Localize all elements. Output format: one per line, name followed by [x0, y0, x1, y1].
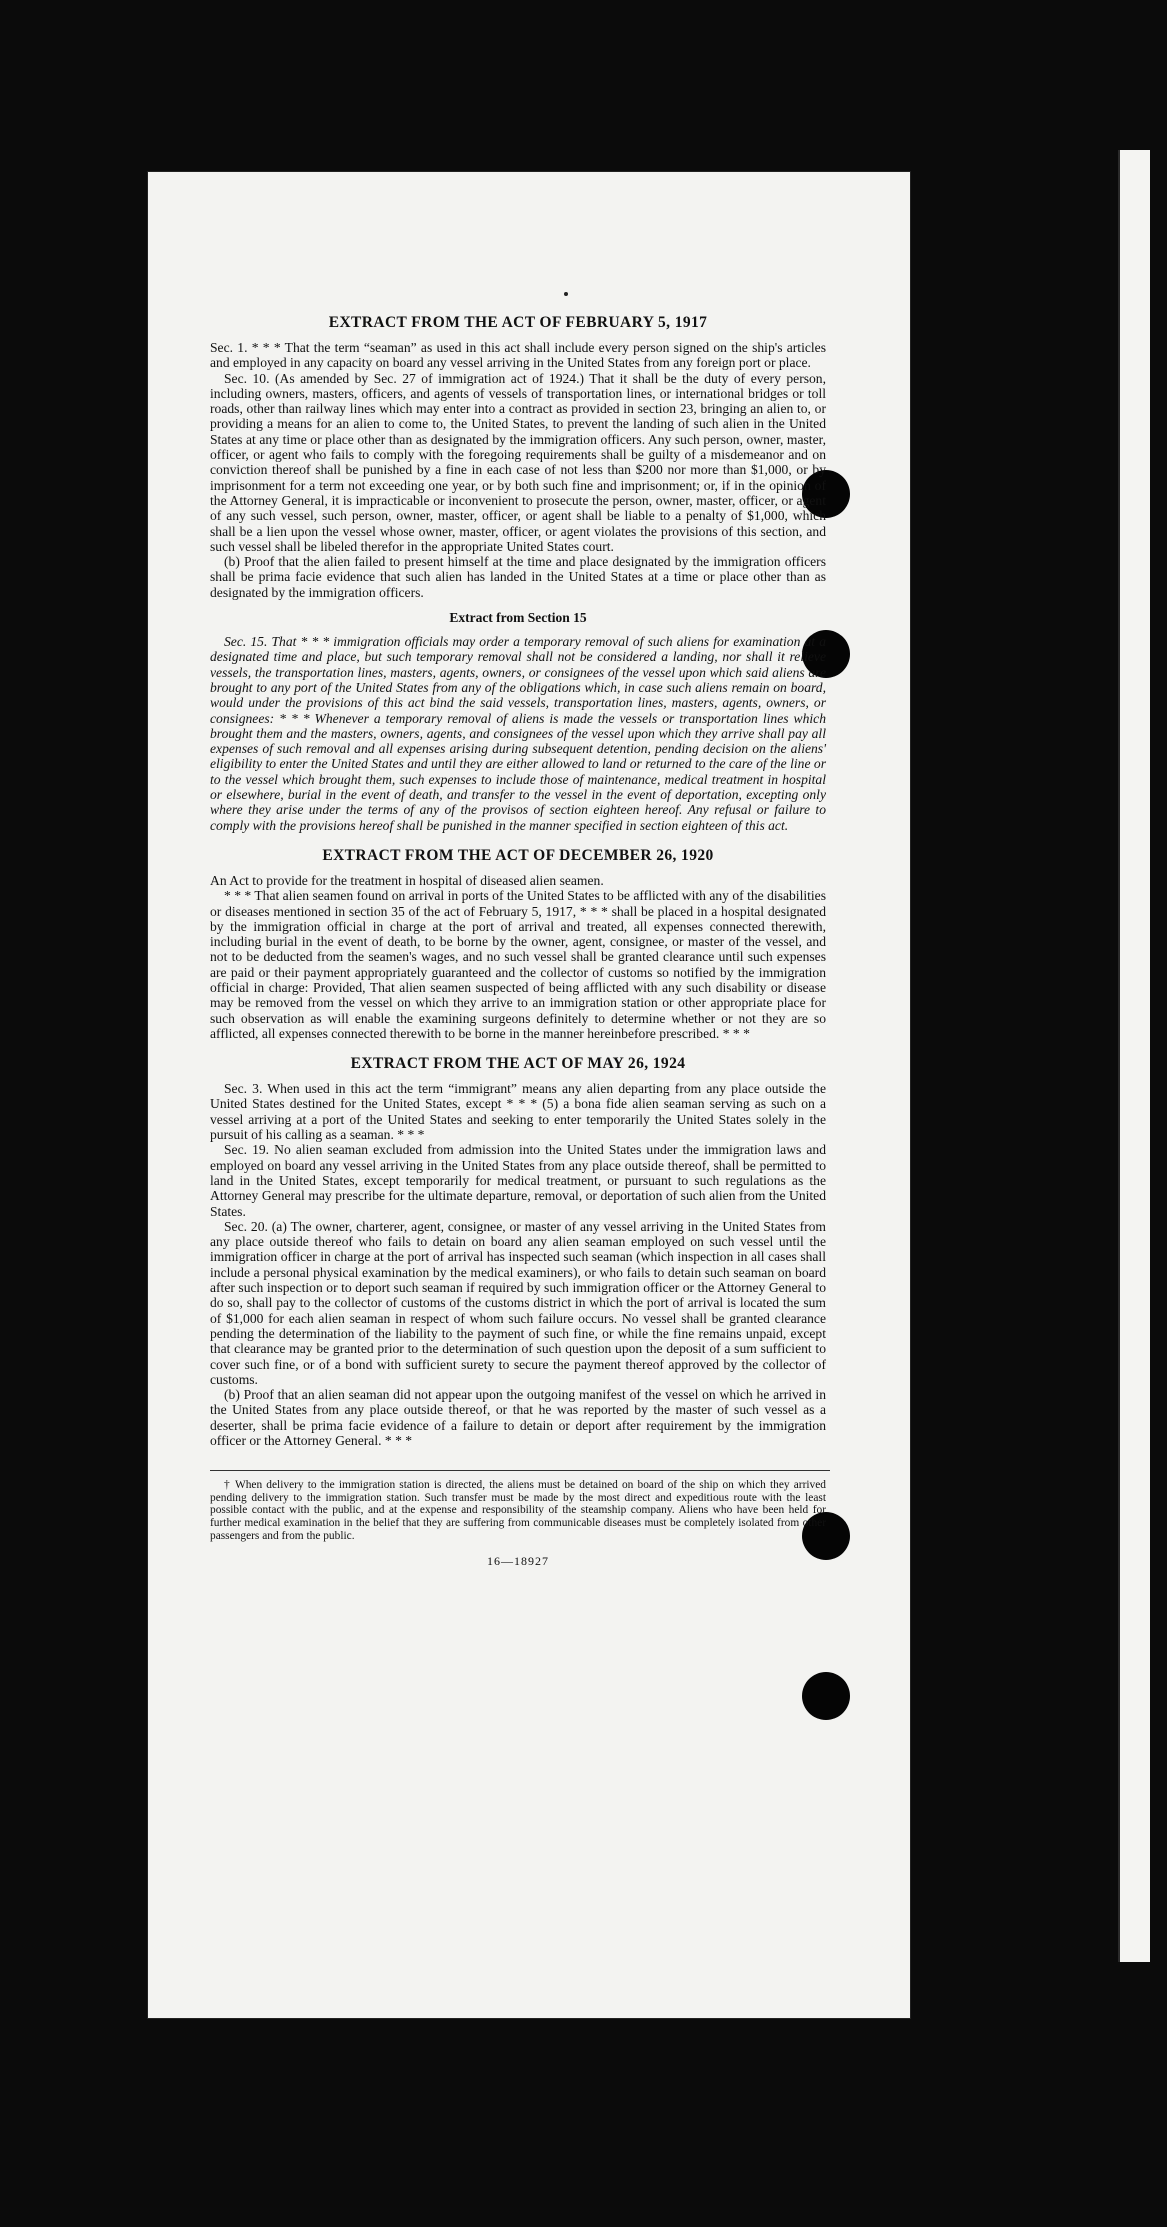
ink-speck	[564, 292, 568, 296]
form-number: 16—18927	[487, 1554, 549, 1569]
footnote-divider	[210, 1470, 830, 1471]
document-body	[210, 314, 826, 1569]
paragraph-sec-10-b: (b) Proof that the alien failed to present himself at the time and place designated by the immigration officers shall be prima facie evidence that such alien has landed in the United States at a time or place other than as designated by the immigration officers.	[210, 554, 826, 600]
paragraph-sec-20-a: Sec. 20. (a) The owner, charterer, agent, consignee, or master of any vessel arriving in the United States from any place outside thereof who fails to detain on board any alien seaman employed on such vessel until the immigration officer in charge at the port of arrival has inspected such seaman (which inspection in all cases shall include a personal physical examination by the medical examiners), or who fails to detain such seaman on board after such inspection or to deport such seaman if required by such immigration officer or the Attorney General to do so, shall pay to the collector of customs of the customs district in which the port of arrival is located the sum of $1,000 for each alien seaman in respect of whom such failure occurs. No vessel shall be granted clearance pending the determination of the liability to the payment of such fine, or while the fine remains unpaid, except that clearance may be granted prior to the determination of such question upon the deposit of a sum sufficient to cover such fine, or of a bond with sufficient surety to secure the payment thereof approved by the collector of customs.	[210, 1218, 826, 1387]
paragraph-act-title: An Act to provide for the treatment in hospital of diseased alien seamen.	[210, 872, 604, 888]
paragraph-sec-20-b: (b) Proof that an alien seaman did not appear upon the outgoing manifest of the vessel on which he arrived in the United States from any place outside thereof, or that he was reported by the master of such vessel as a deserter, shall be prima facie evidence of a failure to detain or deport after requirement by the immigration officer or the Attorney General. * * *	[210, 1387, 826, 1448]
paragraph-sec-1: Sec. 1. * * * That the term “seaman” as used in this act shall include every person signed on the ship's articles and employed in any capacity on board any vessel arriving in the United States from any foreign port or place.	[210, 340, 826, 371]
footnote-block	[210, 1479, 826, 1542]
paragraph-hospital-treatment: * * * That alien seamen found on arrival in ports of the United States to be afflicted with any of the disabilities or diseases mentioned in section 35 of the act of February 5, 1917, * * * shall be placed in a hospital designated by the immigration official in charge at the port of arrival and treated, all expenses connected therewith, including burial in the event of death, to be borne by the owner, agent, consignee, or master of the vessel, and not to be deducted from the seamen's wages, and no such vessel shall be granted clearance until such expenses are paid or their payment appropriately guaranteed and the collector of customs so notified by the immigration official in charge: Provided, That alien seamen suspected of being afflicted with any such disability or disease may be removed from the vessel on which they arrive to an immigration station or other appropriate place for such observation as will enable the examining surgeons definitely to determine whether or not they are so afflicted, all expenses connected therewith to be borne in the manner hereinbefore prescribed. * * *	[210, 888, 827, 1041]
heading-act-dec-1920: EXTRACT FROM THE ACT OF DECEMBER 26, 1920	[322, 846, 714, 864]
paragraph-sec-3: Sec. 3. When used in this act the term “immigrant” means any alien departing from any place outside the United States destined for the United States, except * * * (5) a bona fide alien seaman serving as such on a vessel arriving at a port of the United States and seeking to enter temporarily the United States solely in the pursuit of his calling as a seaman. * * *	[210, 1081, 826, 1143]
punch-hole-4	[802, 1672, 850, 1720]
paragraph-sec-19: Sec. 19. No alien seaman excluded from admission into the United States under the immigration laws and employed on board any vessel arriving in the United States from any place outside thereof, shall be permitted to land in the United States, except temporarily for medical treatment, or pursuant to such regulations as the Attorney General may prescribe for the ultimate departure, removal, or deportation of such alien from the United States.	[210, 1142, 826, 1219]
paragraph-sec-10: Sec. 10. (As amended by Sec. 27 of immigration act of 1924.) That it shall be the duty of every person, including owners, masters, officers, and agents of vessels of transportation lines, or international bridges or toll roads, other than railway lines which may enter into a contract as provided in section 23, bringing an alien to, or providing a means for an alien to come to, the United States, to prevent the landing of such alien in the United States at any time or place other than as designated by the immigration officers. Any such person, owner, master, officer, or agent who fails to comply with the foregoing requirements shall be guilty of a misdemeanor and on conviction thereof shall be punished by a fine in each case of not less than $200 nor more than $1,000, or by imprisonment for a term not exceeding one year, or by both such fine and imprisonment; or, if in the opinion of the Attorney General, it is impracticable or inconvenient to prosecute the person, owner, master, officer, or agent of any such vessel, such person, owner, master, officer, or agent shall be liable to a penalty of $1,000, which shall be a lien upon the vessel whose owner, master, officer, or agent violates the provisions of this section, and such vessel shall be libeled therefor in the appropriate United States court.	[210, 370, 826, 554]
heading-act-feb-1917: EXTRACT FROM THE ACT OF FEBRUARY 5, 1917	[328, 314, 708, 331]
footnote-text: † When delivery to the immigration station is directed, the aliens must be detained on board of the ship on which they arrived pending delivery to the immigration station. Such transfer must be made by the most direct and expeditious route with the least possible contact with the public, and at the expense and responsibility of the steamship company. Aliens who have been held for further medical examination in the belief that they are suffering from communicable diseases must be completely isolated from other passengers and from the public.	[210, 1479, 826, 1542]
document-page	[148, 172, 910, 2018]
heading-section-15: Extract from Section 15	[449, 610, 587, 626]
paragraph-sec-15: Sec. 15. That * * * immigration officials may order a temporary removal of such aliens for examination at a designated time and place, but such temporary removal shall not be considered a landing, nor shall it relieve vessels, the transportation lines, masters, agents, owners, or consignees of the vessel upon which said aliens are brought to any port of the United States from any of the obligations which, in case such aliens remain on board, would under the provisions of this act bind the said vessels, transportation lines, masters, agents, owners, or consignees: * * * Whenever a temporary removal of aliens is made the vessels or transportation lines which brought them and the masters, owners, agents, and consignees of the vessel upon which they arrive shall pay all expenses of such removal and all expenses arising during subsequent detention, pending decision on the aliens' eligibility to enter the United States and until they are either allowed to land or returned to the care of the line or to the vessel which brought them, such expenses to include those of maintenance, medical treatment in hospital or elsewhere, burial in the event of death, and transfer to the vessel in the event of deportation, excepting only where they arise under the terms of any of the provisos of section eighteen hereof. Any refusal or failure to comply with the provisions hereof shall be punished in the manner specified in section eighteen of this act.	[210, 634, 826, 833]
heading-act-may-1924: EXTRACT FROM THE ACT OF MAY 26, 1924	[350, 1055, 686, 1073]
adjacent-sheet-edge	[1118, 150, 1150, 1962]
